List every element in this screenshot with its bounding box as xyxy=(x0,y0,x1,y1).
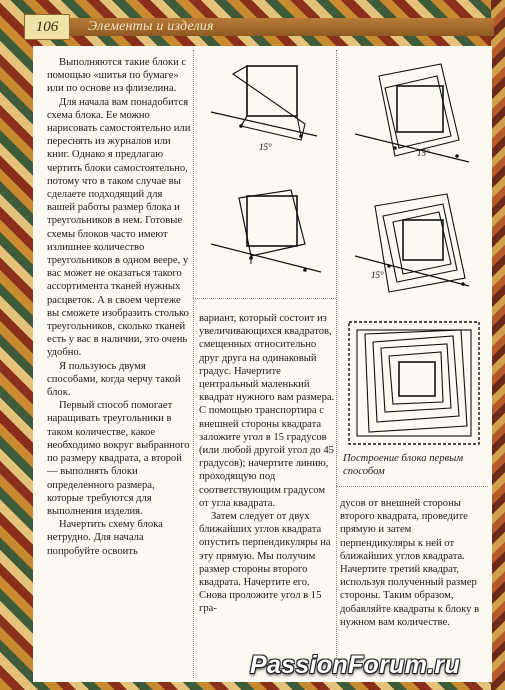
paragraph: Выполняются такие блоки с помощью «шитья по бумаге» или по основе из флизелина. xyxy=(47,57,187,95)
figure-square-step-4 xyxy=(339,186,489,308)
angle-label: 15° xyxy=(259,142,272,152)
paragraph: Затем следует от двух ближайших углов квадрата опустить перпендикуляры на эту прямую. Мы получим размер стороны второго квадрата. Начертите его. Снова проложите угол в 15 гра- xyxy=(199,511,331,615)
figure-square-step-1 xyxy=(197,52,333,170)
paragraph: Начертить схему блока нетрудно. Для начала попробуйте освоить xyxy=(47,519,163,557)
column-divider-1 xyxy=(193,50,194,678)
figure-caption: Построение блока первым способом xyxy=(343,453,464,477)
page-number: 106 xyxy=(24,14,70,40)
paragraph: Первый способ помогает наращивать треугольники в таком количестве, какое необходимо вокруг выбранного по размеру квадрата, а второй — выполнять блоки определенного размера, которые требуются для выполнения изделия. xyxy=(47,400,190,517)
quilt-border-right xyxy=(491,0,505,690)
text-column-2 xyxy=(199,312,335,616)
section-title: Элементы и изделия xyxy=(70,18,494,36)
column-divider-2 xyxy=(336,50,337,678)
figure-square-step-3 xyxy=(339,52,489,174)
paragraph: Для начала вам понадобится схема блока. Ее можно нарисовать самостоятельно или переснять из журналов или книг. Однако я предлагаю чертить блоки самостоятельно, потому что в таком случае вы сделаете подходящий для вашей работы размер блока и треугольников в нем. Готовые схемы блоков часто имеют излишнее количество треугольников в одном веере, у вас может не оказаться такого ассортимента тканей нужных расцветок. А в своем чертеже вы сможете изобразить столько треугольников, сколько тканей есть у вас в наличии, это очень удобно. xyxy=(47,96,191,359)
row-divider-right xyxy=(336,486,488,487)
watermark: PassionForum.ru xyxy=(250,651,461,679)
paragraph: Я пользуюсь двумя способами, когда черчу такой блок. xyxy=(47,360,181,399)
figure-square-step-2 xyxy=(197,176,333,294)
angle-label: 15° xyxy=(371,270,384,280)
paragraph: дусов от внешней стороны второго квадрата, проведите прямую и затем перпендикуляры к ней от ближайших углов квадрата. Начертите третий квадрат, используя полученный размер стороны. Таким образом, добавляйте квадраты к блоку в нужном вам количестве. xyxy=(340,498,480,628)
paragraph: вариант, который состоит из увеличивающихся квадратов, смещенных относительно друг друга на одинаковый градус. Начертите центральный маленький квадрат нужного вам размера. С помощью транспортира с внешней стороны квадрата заложите угол в 15 градусов (или любой другой угол до 45 градусов); начертите линию, проходящую под соответствующим градусом от угла квадрата. xyxy=(199,313,335,509)
page-sheet xyxy=(33,46,492,682)
page-header xyxy=(0,14,505,40)
text-column-3 xyxy=(340,497,482,629)
figure-finished-block xyxy=(339,316,489,450)
text-column-1 xyxy=(47,56,193,558)
row-divider-mid xyxy=(193,298,336,299)
angle-label: 15° xyxy=(417,148,430,158)
